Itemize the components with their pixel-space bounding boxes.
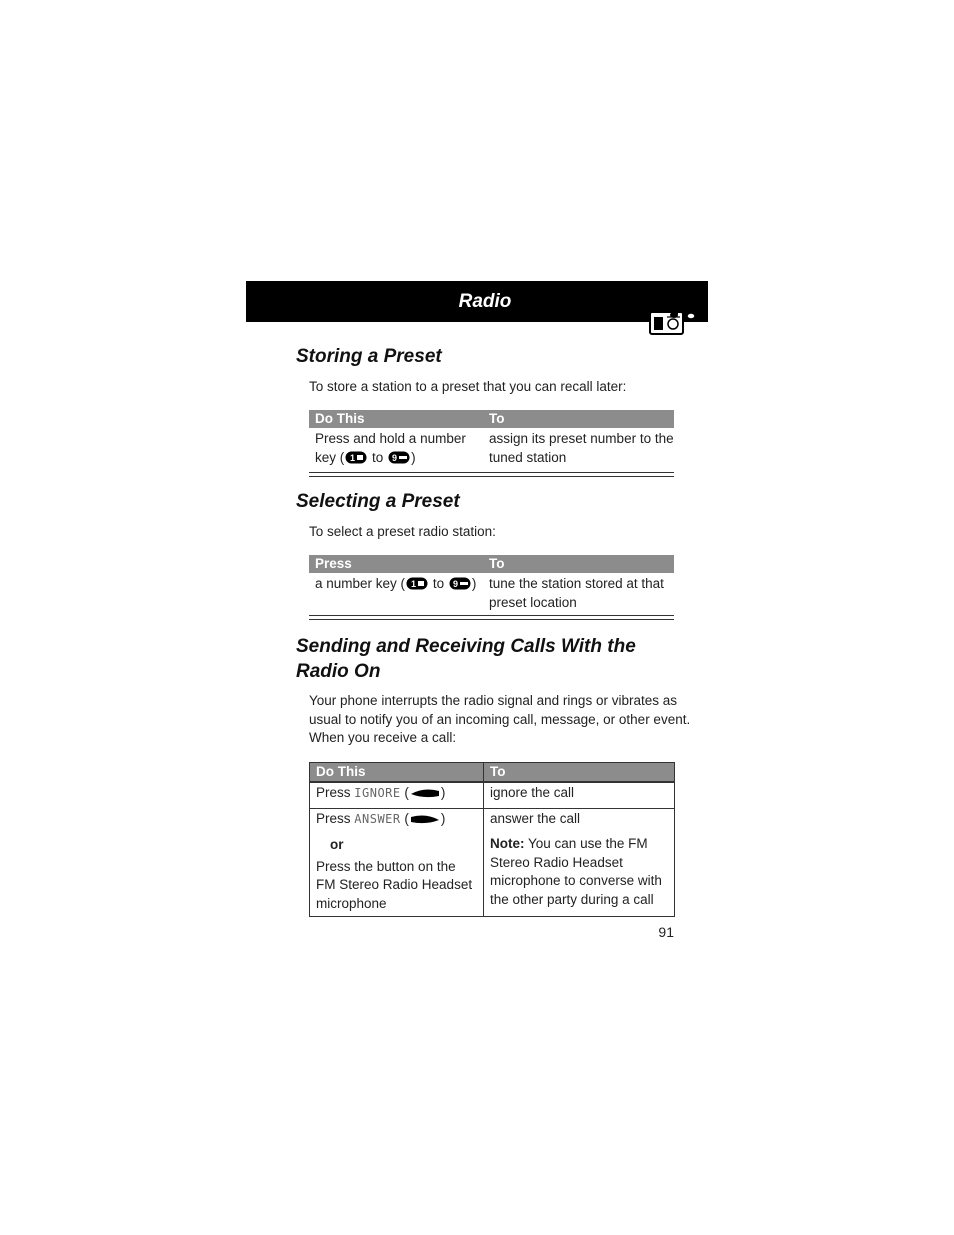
key-1-label: 1 — [411, 579, 417, 589]
section-title-line: Radio On — [296, 661, 381, 682]
ignore-softkey-label: IGNORE — [354, 786, 401, 800]
column-header-to: To — [490, 764, 506, 779]
action-text: FM Stereo Radio Headset — [316, 877, 473, 892]
answer-softkey-label: ANSWER — [354, 811, 401, 826]
or-separator: or — [330, 837, 344, 852]
column-header-to: To — [489, 411, 505, 426]
action-text: ) — [411, 450, 416, 465]
result-text: tune the station stored at that — [489, 576, 664, 591]
section-title-line: Sending and Receiving Calls With the — [296, 636, 636, 657]
note-text: Stereo Radio Headset — [490, 854, 623, 870]
action-cell — [309, 429, 483, 469]
page-number: 91 — [658, 924, 674, 940]
table-row — [309, 428, 674, 469]
action-text: microphone — [316, 895, 387, 911]
result-cell — [483, 574, 674, 612]
action-text: Press — [316, 810, 351, 826]
result-cell — [483, 429, 674, 469]
column-header-press: Press — [315, 556, 352, 571]
storing-preset-table — [309, 410, 674, 477]
result-text: tuned station — [489, 450, 567, 465]
note-label: Note: — [490, 836, 525, 851]
table-bottom-rule — [309, 472, 674, 477]
table-header — [310, 763, 674, 782]
intro-line: usual to notify you of an incoming call, message, or other event. — [309, 711, 691, 727]
left-soft-key-icon — [410, 786, 440, 805]
result-text: preset location — [489, 595, 577, 610]
action-text: to — [372, 450, 384, 465]
action-text: Press — [316, 785, 351, 800]
key-1-label: 1 — [350, 453, 356, 463]
key-9-icon — [449, 576, 471, 595]
key-9-label: 9 — [392, 453, 398, 463]
result-text: answer the call — [490, 810, 581, 826]
action-cell: Press ANSWER ( ) or Press the button on the FM Stereo Radio Headset microphone — [310, 809, 484, 917]
table-row — [309, 573, 674, 612]
table-row — [310, 782, 674, 808]
action-cell — [309, 574, 483, 612]
action-cell: Press IGNORE ( ) — [310, 783, 484, 808]
note-block — [490, 835, 670, 909]
action-text: Press and hold a number — [315, 431, 466, 446]
result-cell: ignore the call — [490, 785, 575, 800]
intro-selecting-preset: To select a preset radio station: — [309, 524, 496, 539]
key-1-icon — [345, 450, 367, 469]
right-soft-key-icon — [410, 812, 440, 831]
action-text: Press the button on the — [316, 858, 456, 874]
note-text: microphone to converse with — [490, 873, 662, 888]
table-header — [309, 555, 674, 573]
note-text: You can use the FM — [528, 836, 648, 851]
key-9-icon — [388, 450, 410, 469]
section-title-calls-radio-on — [296, 634, 636, 684]
section-title-selecting-preset: Selecting a Preset — [296, 491, 460, 512]
intro-line: When you receive a call: — [309, 730, 457, 745]
intro-storing-preset: To store a station to a preset that you can recall later: — [309, 379, 627, 394]
table-header — [309, 410, 674, 428]
key-1-icon — [406, 576, 428, 595]
action-text: key ( — [315, 450, 345, 465]
note-text: the other party during a call — [490, 891, 654, 907]
result-text: assign its preset number to the — [489, 431, 674, 446]
radio-music-icon — [649, 295, 697, 337]
intro-calls-radio-on — [309, 692, 690, 748]
page-title: Radio — [458, 291, 512, 312]
table-bottom-rule — [309, 615, 674, 620]
table-row — [310, 808, 674, 917]
column-header-do-this: Do This — [315, 411, 365, 426]
column-header-to: To — [489, 556, 505, 571]
action-text: ) — [471, 576, 477, 591]
column-header-do-this: Do This — [310, 763, 484, 781]
selecting-preset-table — [309, 555, 674, 620]
action-text: a number key ( — [315, 576, 406, 591]
intro-line: Your phone interrupts the radio signal and rings or vibrates as — [309, 693, 677, 708]
section-title-storing-preset: Storing a Preset — [296, 346, 442, 367]
calls-table — [309, 762, 675, 917]
action-text: to — [432, 576, 445, 591]
result-cell — [484, 809, 674, 917]
key-9-label: 9 — [452, 579, 458, 589]
